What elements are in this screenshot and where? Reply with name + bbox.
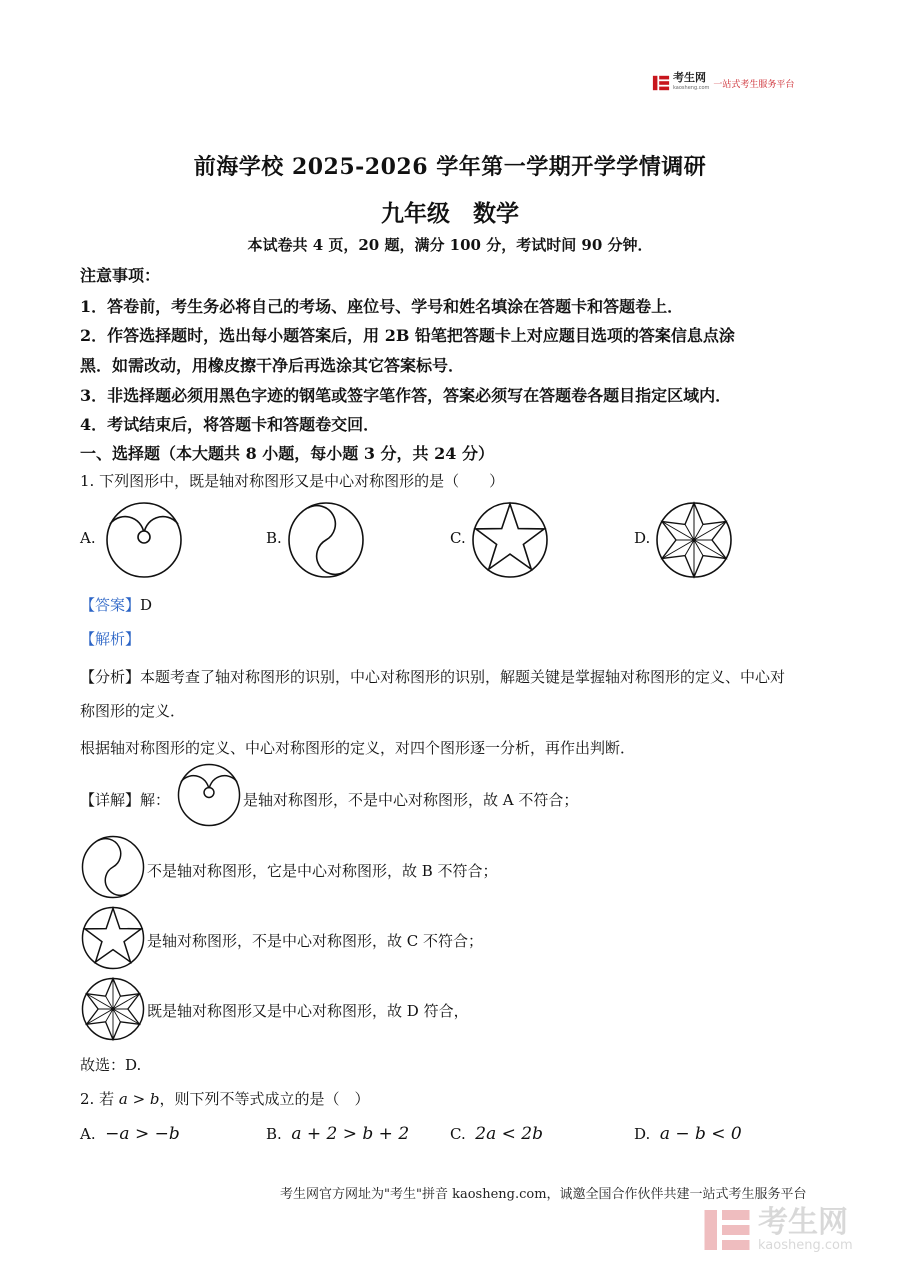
q2-stem-prefix: 2. 若 xyxy=(80,1090,115,1108)
q1-option-a-label: A. xyxy=(80,529,96,547)
brand-logo-icon xyxy=(652,74,670,92)
watermark-url: kaosheng.com xyxy=(758,1238,853,1253)
q2-option-expr: −a > −b xyxy=(105,1124,180,1144)
q2-option-label: A. xyxy=(80,1125,96,1143)
note-item: 黑．如需改动，用橡皮擦干净后再选涂其它答案标号． xyxy=(80,356,465,375)
q2-option-a xyxy=(80,1124,180,1144)
q1-figure-c xyxy=(470,500,550,580)
q2-option-label: C. xyxy=(450,1125,466,1143)
q1-option-b-label: B. xyxy=(266,529,282,547)
detail-figure-b xyxy=(80,834,146,900)
footer-text: 考生网官方网址为"考生"拼音 kaosheng.com，诚邀全国合作伙伴共建一站式考生服务平台 xyxy=(280,1187,807,1202)
q1-figure-d xyxy=(654,500,734,580)
q2-option-expr: a − b < 0 xyxy=(659,1124,742,1144)
q2-stem-math: a > b xyxy=(118,1090,160,1108)
method-line: 根据轴对称图形的定义、中心对称图形的定义，对四个图形逐一分析，再作出判断． xyxy=(80,739,636,757)
q2-option-c xyxy=(450,1124,543,1144)
detail-figure-c xyxy=(80,905,146,971)
q2-option-label: B. xyxy=(266,1125,282,1143)
q1-option-c-label: C. xyxy=(450,529,466,547)
q1-figure-a xyxy=(104,500,184,580)
note-item: 2．作答选择题时，选出每小题答案后，用 2B 铅笔把答题卡上对应题目选项的答案信息点涂 xyxy=(80,326,735,345)
fenxi-text: 本题考查了轴对称图形的识别，中心对称图形的识别，解题关键是掌握轴对称图形的定义、中心对 xyxy=(140,668,786,686)
fenxi-tag: 【分析】 xyxy=(80,668,141,686)
watermark-name: 考生网 xyxy=(758,1205,848,1240)
watermark-logo-icon xyxy=(702,1205,752,1255)
watermark xyxy=(702,1205,853,1255)
detail-d-text: 既是轴对称图形又是中心对称图形，故 D 符合， xyxy=(147,1002,469,1020)
detail-b-text: 不是轴对称图形，它是中心对称图形，故 B 不符合； xyxy=(147,862,498,880)
brand-slogan: 一站式考生服务平台 xyxy=(713,79,795,90)
detail-a-text: 是轴对称图形，不是中心对称图形，故 A 不符合； xyxy=(243,791,579,809)
answer-line xyxy=(80,594,152,615)
detail-figure-a xyxy=(176,762,242,828)
q2-option-label: D. xyxy=(634,1125,651,1143)
answer-tag: 【答案】 xyxy=(80,596,141,614)
answer-value: D xyxy=(140,596,153,614)
notes-heading: 注意事项： xyxy=(80,266,161,285)
note-item: 3．非选择题必须用黑色字迹的钢笔或签字笔作答，答案必须写在答题卷各题目指定区域内． xyxy=(80,386,732,405)
q2-stem-suffix: ，则下列不等式成立的是（ ） xyxy=(159,1090,370,1108)
brand-url: kaosheng.com xyxy=(673,85,710,91)
note-item: 1．答卷前，考生务必将自己的考场、座位号、学号和姓名填涂在答题卡和答题卷上． xyxy=(80,297,684,316)
brand-name: 考生网 kaosheng.com xyxy=(673,71,710,91)
conclusion: 故选：D. xyxy=(80,1056,142,1074)
detail-c-text: 是轴对称图形，不是中心对称图形，故 C 不符合； xyxy=(147,932,484,950)
q2-option-d xyxy=(634,1124,742,1144)
brand-logo xyxy=(652,72,794,94)
page-title: 前海学校 2025-2026 学年第一学期开学学情调研 xyxy=(193,154,707,180)
q2-option-expr: 2a < 2b xyxy=(475,1124,543,1144)
section-heading: 一、选择题（本大题共 8 小题，每小题 3 分，共 24 分） xyxy=(80,444,494,463)
q1-option-d-label: D. xyxy=(634,529,651,547)
fenxi-line-1 xyxy=(80,666,785,687)
detail-tag: 【详解】解： xyxy=(80,791,171,809)
note-item: 4．考试结束后，将答题卡和答题卷交回． xyxy=(80,415,380,434)
q1-figure-b xyxy=(286,500,366,580)
exam-info: 本试卷共 4 页，20 题，满分 100 分，考试时间 90 分钟． xyxy=(247,236,653,254)
detail-figure-d xyxy=(80,976,146,1042)
page-subtitle: 九年级 数学 xyxy=(381,200,519,227)
q2-option-expr: a + 2 > b + 2 xyxy=(291,1124,410,1144)
fenxi-line-2: 称图形的定义． xyxy=(80,702,186,720)
q2-option-b xyxy=(266,1124,409,1144)
question-2-stem xyxy=(80,1088,370,1109)
question-1-stem: 1. 下列图形中，既是轴对称图形又是中心对称图形的是（ ） xyxy=(80,472,505,490)
analysis-tag: 【解析】 xyxy=(80,630,141,648)
